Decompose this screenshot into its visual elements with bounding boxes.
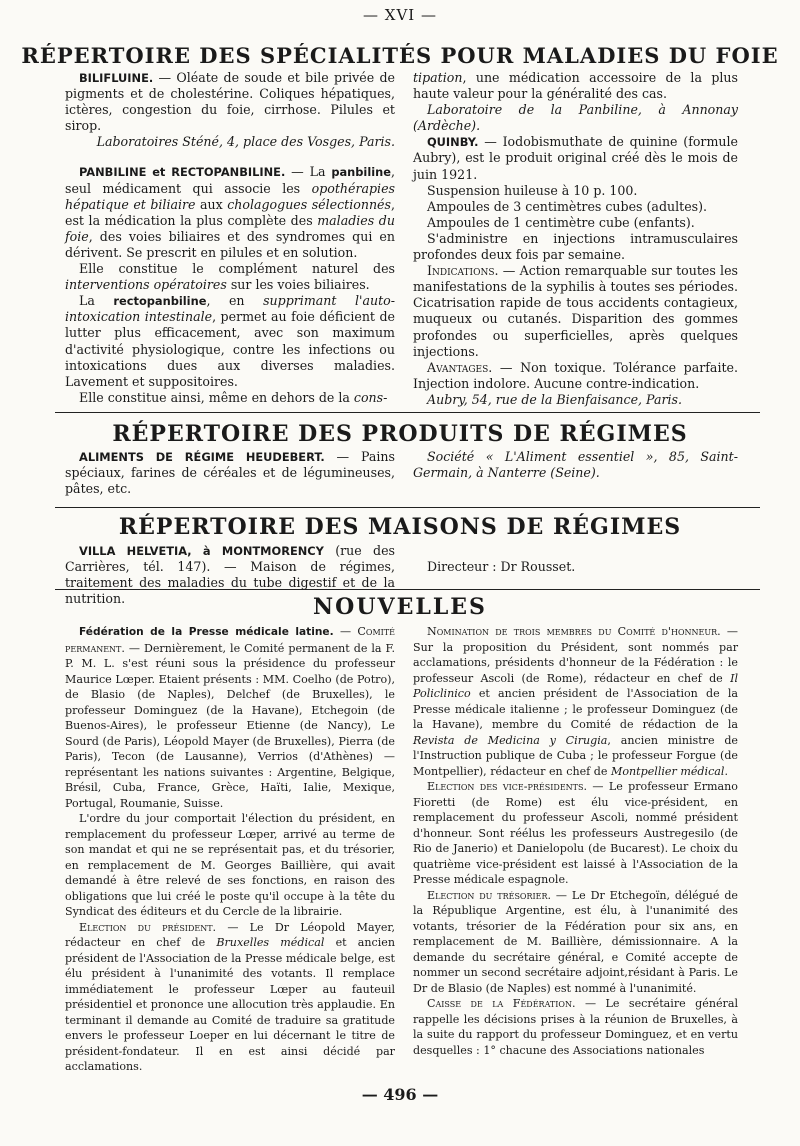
helvetia-director: Directeur : Dr Rousset. xyxy=(427,559,576,574)
caisse-label: Caisse de la Fédération. xyxy=(427,997,576,1010)
section-title-nouvelles: NOUVELLES xyxy=(313,594,487,620)
divider xyxy=(55,412,760,413)
bilifluine-name: BILIFLUINE. xyxy=(79,71,154,85)
indications-label: Indications. xyxy=(427,263,499,279)
produits-right-column xyxy=(413,449,738,481)
indications-text: — Action remarquable sur toutes les manifestations de la syphilis à toutes ses périodes. Cicatrisation rapide de tous accidents contagieux, muqueux ou cutanés. Disparition des gommes profondes ou superficielles, après quelques injections. xyxy=(413,263,738,359)
aubry-address: Aubry, 54, rue de la Bienfaisance, Paris. xyxy=(427,391,682,407)
heudebert-address: Société « L'Aliment essentiel », 85, Saint-Germain, à Nanterre (Seine). xyxy=(413,449,738,481)
panbiline-p3: , permet au foie déficient de lutter plus efficacement, avec son maximum d'activité physiologique, contre les infections ou intoxications dues aux diverses maladies. Lavement et suppositoires. xyxy=(65,309,395,389)
caisse-text: — Le secrétaire général rappelle les décisions prises à la réunion de Bruxelles, à la suite du rapport du professeur Dominguez, et en vertu desquelles : 1° chacune des Associations nationales xyxy=(413,997,738,1057)
panbiline-text: , seul médicament qui associe les xyxy=(65,164,395,196)
panbiline-p3: , en xyxy=(206,293,264,309)
panbiline-p4: Elle constitue ainsi, même en dehors de la xyxy=(79,389,354,405)
nouvelles-right-column xyxy=(413,624,738,1058)
panbiline-italic: maladies du foie xyxy=(65,212,395,244)
panbiline-text: , des voies biliaires et des syndromes qui en dérivent. Se prescrit en pilules et en solution. xyxy=(65,228,395,260)
avantages-label: Avantages. xyxy=(427,359,493,375)
continuation-italic: tipation xyxy=(413,70,463,85)
panbiline-italic: opothérapies hépatique et biliaire xyxy=(65,180,395,212)
federation-heading: Fédération de la Presse médicale latine. xyxy=(79,626,334,638)
nomination-text: . xyxy=(724,764,728,778)
panbiline-address: Laboratoire de la Panbiline, à Annonay (Ardèche). xyxy=(413,102,738,134)
panbiline-name: PANBILINE et RECTOPANBILINE. xyxy=(79,165,286,180)
panbiline-p2: sur les voies biliaires. xyxy=(226,277,370,293)
produits-left-column xyxy=(65,449,395,497)
helvetia-name: VILLA HELVETIA, à MONTMORENCY xyxy=(79,544,324,558)
panbiline-p3: La xyxy=(79,293,114,309)
helvetia-text: (rue des Carrières, tél. 147). — Maison de régimes, traitement des maladies du tube digestif et de la nutrition. xyxy=(65,543,395,607)
quinby-name: QUINBY. xyxy=(427,135,479,150)
comite-label: — Comité permanent. xyxy=(65,625,395,655)
continuation-text: , une médication accessoire de la plus haute valeur pour la généralité des cas. xyxy=(413,70,738,102)
section-title-produits: RÉPERTOIRE DES PRODUITS DE RÉGIMES xyxy=(112,421,688,447)
panbiline-text: , est la médication la plus complète des xyxy=(65,196,395,228)
tresorier-label: Election du trésorier. xyxy=(427,888,552,902)
divider xyxy=(55,507,760,508)
bottom-page-number: — 496 — xyxy=(361,1085,439,1104)
quinby-line: S'administre en injections intramusculaires profondes deux fois par semaine. xyxy=(413,230,738,263)
vice-presidents-label: Election des vice-présidents. xyxy=(427,780,588,793)
panbiline-text: — La xyxy=(285,164,332,180)
top-page-number: — XVI — xyxy=(363,6,437,24)
quinby-line: Suspension huileuse à 10 p. 100. xyxy=(427,182,638,198)
panbiline-italic: cholagogues sélectionnés xyxy=(227,196,391,212)
panbiline-p2-italic: interventions opératoires xyxy=(65,277,227,293)
panbiline-text: aux xyxy=(195,196,228,212)
tresorier-text: — Le Dr Etchegoïn, délégué de la République Argentine, est élu, à l'unanimité des votants, trésorier de la Fédération pour six ans, en remplacement de M. Baillière, démissionnaire. A la demande du secrétaire général, e Comité accepte de nommer un second secrétaire adjoint,résidant à Paris. Le Dr de Blasio (de Naples) est nommé à l'unanimité. xyxy=(413,888,738,995)
nomination-italic: Montpellier médical xyxy=(610,764,725,778)
divider xyxy=(55,589,760,590)
maisons-right-column xyxy=(413,559,738,575)
quinby-line: Ampoules de 1 centimètre cube (enfants). xyxy=(427,214,695,230)
bilifluine-address: Laboratoires Sténé, 4, place des Vosges, Paris. xyxy=(96,134,395,150)
nomination-label: Nomination de trois membres du Comité d'honneur. xyxy=(427,625,721,638)
panbiline-p3-italic: supprimant l'auto-intoxication intestinale xyxy=(65,293,395,325)
nomination-text: et ancien président de l'Association de la Presse médicale italienne ; le professeur Dominguez (de la Havane), membre du Comité de rédaction de la xyxy=(413,687,738,731)
bruxelles-medical-italic: Bruxelles médical xyxy=(216,936,325,949)
bilifluine-text: — Oléate de soude et bile privée de pigments et de cholestérine. Coliques hépatiques, ictères, congestion du foie, cirrhose. Pilules et sirop. xyxy=(65,70,395,134)
nomination-text: , ancien ministre de l'Instruction publique de Cuba ; le professeur Forgue (de Montpellier), rédacteur en chef de xyxy=(413,733,738,778)
nouvelles-left-column xyxy=(65,624,395,1075)
nomination-text: — Sur la proposition du Président, sont nommés par acclamations, présidents d'honneur de la Fédération : le professeur Ascoli (de Rome), rédacteur en chef de xyxy=(413,625,739,685)
heudebert-text: — Pains spéciaux, farines de céréales et de légumineuses, pâtes, etc. xyxy=(65,449,395,497)
panbiline-bold: panbiline xyxy=(331,165,391,180)
quinby-line: Ampoules de 3 centimètres cubes (adultes). xyxy=(427,198,708,214)
vice-presidents-text: — Le professeur Ermano Fioretti (de Rome) est élu vice-président, en remplacement du professeur Ascoli, nommé président d'honneur. Sont réélus les professeurs Austregesilo (de Rio de Janerio) et Danielopolu (de Bucarest). Le choix du quatrième vice-président est laissé à l'Association de la Presse médicale espagnole. xyxy=(413,780,738,886)
section-title-maisons: RÉPERTOIRE DES MAISONS DE RÉGIMES xyxy=(118,514,682,540)
panbiline-p2: Elle constitue le complément naturel des xyxy=(79,261,395,277)
avantages-text: — Non toxique. Tolérance parfaite. Injection indolore. Aucune contre-indication. xyxy=(413,359,738,391)
foie-right-column xyxy=(413,70,738,408)
heudebert-name: ALIMENTS DE RÉGIME HEUDEBERT. xyxy=(79,450,325,464)
election-president-label: Election du président. xyxy=(79,920,217,934)
rectopanbiline-bold: rectopanbiline xyxy=(113,294,207,309)
nomination-italic: Revista de Medicina y Cirugia xyxy=(413,733,608,747)
foie-left-column xyxy=(65,70,395,406)
nomination-italic: Il Policlinico xyxy=(413,671,738,700)
quinby-text: — Iodobismuthate de quinine (formule Aubry), est le produit original créé dès le mois de juin 1921. xyxy=(413,134,738,182)
ordre-du-jour-text: L'ordre du jour comportait l'élection du président, en remplacement du professeur Lœper, arrivé au terme de son mandat et qui ne se représentait pas, et du trésorier, en remplacement de M. Georges Baillière, qui avait demandé à être relevé de ses fonctions, en raison des obligations que lui créé le poste qu'il occupe à la tête du Syndicat des éditeurs et du Cercle de la librairie. xyxy=(65,812,395,918)
federation-text: — Dernièrement, le Comité permanent de la F. P. M. L. s'est réuni sous la présidence du professeur Maurice Lœper. Etaient présents : MM. Coelho (de Potro), de Blasio (de Naples), Delchef (de Bruxelles), le professeur Dominguez (de la Havane), Etchegoin (de Buenos-Aires), le professeur Etienne (de Nancy), Le Sourd (de Paris), Léopold Mayer (de Bruxelles), Pierra (de Paris), Tecon (de Lausanne), Verrios (d'Athènes) — représentant les nations suivantes : Argentine, Belgique, Brésil, Cuba, France, Grèce, Haïti, Ialie, Mexique, Portugal, Roumanie, Suisse. xyxy=(65,641,395,810)
section-title-foie: RÉPERTOIRE DES SPÉCIALITÉS POUR MALADIES DU FOIE xyxy=(21,43,779,68)
panbiline-p4-italic: cons- xyxy=(353,389,388,405)
election-president-text: — Le Dr Léopold Mayer, rédacteur en chef de xyxy=(65,920,396,949)
election-president-text: et ancien président de l'Association de la Presse médicale belge, est élu président à l'unanimité des votants. Il remplace immédiatement le professeur Lœper au fauteuil présidentiel et prononce une allocution très applaudie. En terminant il demande au Comité de traduire sa gratitude envers le professeur Loeper en lui décernant le titre de président-fondateur. Il en est ainsi décidé par acclamations. xyxy=(65,936,395,1073)
